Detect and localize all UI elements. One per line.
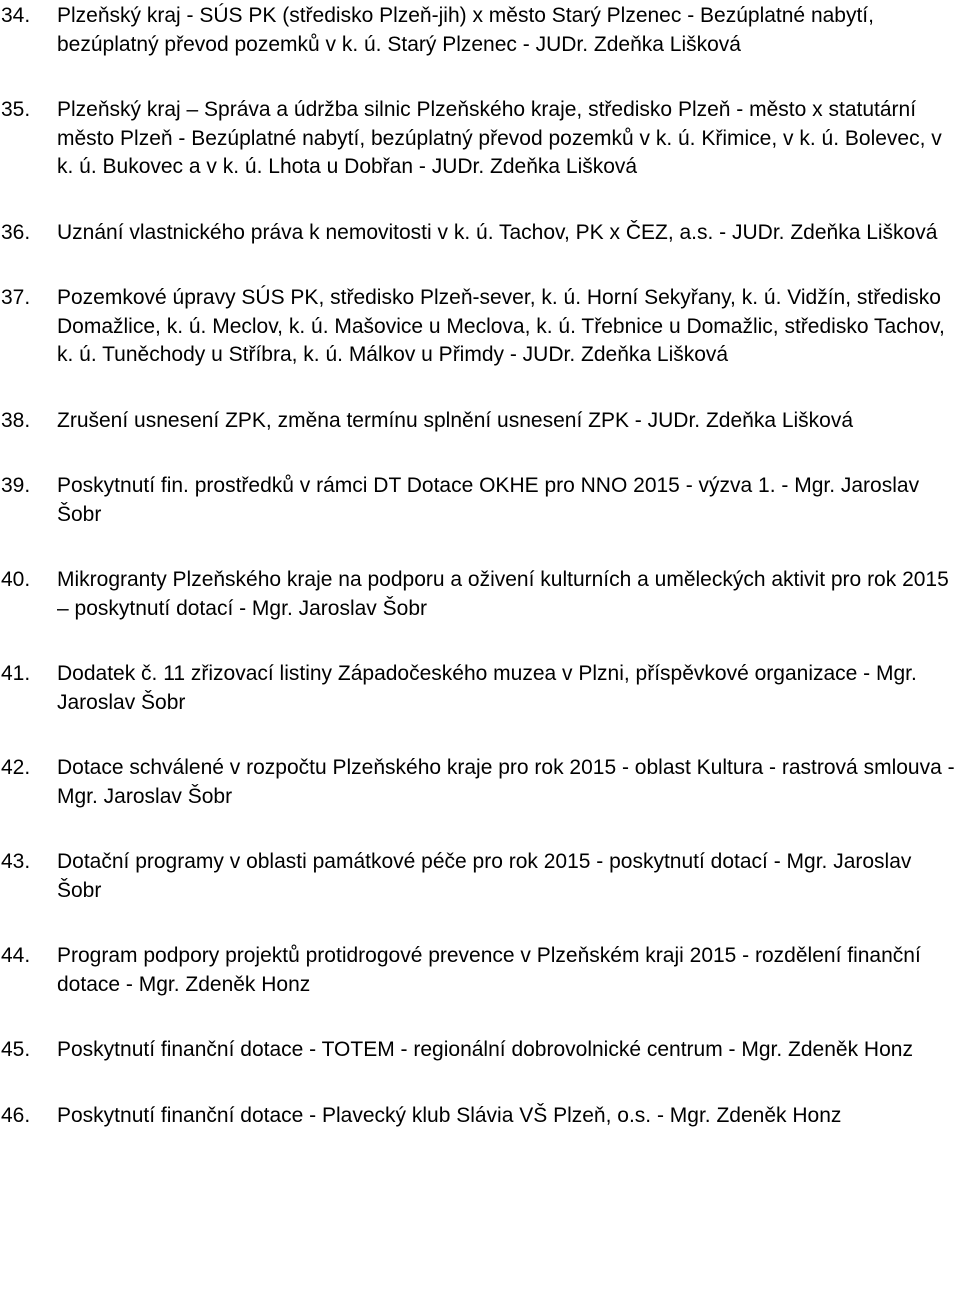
item-number: 39.: [1, 474, 31, 497]
agenda-list: [0, 2, 960, 1167]
item-number: 43.: [1, 850, 31, 873]
item-text: Mikrogranty Plzeňského kraje na podporu a oživení kulturních a uměleckých aktivit pro rok 2015 – poskytnutí dotací - Mgr. Jaroslav Šobr: [57, 568, 949, 620]
item-number: 40.: [1, 568, 31, 591]
agenda-item-37: [0, 284, 960, 370]
agenda-item-45: [0, 1036, 960, 1065]
item-number: 44.: [1, 944, 31, 967]
agenda-item-38: [0, 407, 960, 436]
agenda-item-44: [0, 942, 960, 999]
item-text: Poskytnutí finanční dotace - Plavecký klub Slávia VŠ Plzeň, o.s. - Mgr. Zdeněk Honz: [57, 1103, 842, 1127]
agenda-item-35: [0, 96, 960, 182]
item-text: Plzeňský kraj – Správa a údržba silnic Plzeňského kraje, středisko Plzeň - město x statutární město Plzeň - Bezúplatné nabytí, bezúplatný převod pozemků v k. ú. Křimice, v k. ú. Bolevec, v k. ú. Bukovec a v k. ú. Lhota u Dobřan - JUDr. Zdeňka Lišková: [57, 98, 942, 178]
item-number: 41.: [1, 662, 31, 685]
item-text: Poskytnutí finanční dotace - TOTEM - regionální dobrovolnické centrum - Mgr. Zdeněk Honz: [57, 1038, 913, 1061]
item-text: Dodatek č. 11 zřizovací listiny Západočeského muzea v Plzni, příspěvkové organizace - Mgr. Jaroslav Šobr: [57, 662, 917, 714]
item-text: Pozemkové úpravy SÚS PK, středisko Plzeň-sever, k. ú. Horní Sekyřany, k. ú. Vidžín, středisko Domažlice, k. ú. Meclov, k. ú. Mašovice u Meclova, k. ú. Třebnice u Domažlic, středisko Tachov, k. ú. Tuněchody u Stříbra, k. ú. Málkov u Přimdy - JUDr. Zdeňka Lišková: [57, 286, 945, 366]
agenda-item-43: [0, 848, 960, 905]
item-text: Zrušení usnesení ZPK, změna termínu splnění usnesení ZPK - JUDr. Zdeňka Lišková: [57, 408, 854, 432]
agenda-item-34: [0, 2, 960, 59]
agenda-item-46: [0, 1102, 960, 1131]
item-text: Dotace schválené v rozpočtu Plzeňského kraje pro rok 2015 - oblast Kultura - rastrová smlouva - Mgr. Jaroslav Šobr: [57, 756, 955, 808]
item-number: 36.: [1, 220, 31, 244]
item-text: Program podpory projektů protidrogové prevence v Plzeňském kraji 2015 - rozdělení finanční dotace - Mgr. Zdeněk Honz: [57, 944, 921, 996]
agenda-item-41: [0, 660, 960, 717]
item-number: 34.: [1, 4, 31, 27]
agenda-item-39: [0, 472, 960, 529]
item-number: 42.: [1, 756, 31, 779]
agenda-item-36: [0, 219, 960, 248]
item-number: 37.: [1, 286, 31, 309]
item-text: Plzeňský kraj - SÚS PK (středisko Plzeň-jih) x město Starý Plzenec - Bezúplatné nabytí, bezúplatný převod pozemků v k. ú. Starý Plzenec - JUDr. Zdeňka Lišková: [57, 4, 874, 56]
agenda-item-40: [0, 566, 960, 623]
item-text: Uznání vlastnického práva k nemovitosti v k. ú. Tachov, PK x ČEZ, a.s. - JUDr. Zdeňka Lišková: [57, 220, 938, 244]
item-text: Dotační programy v oblasti památkové péče pro rok 2015 - poskytnutí dotací - Mgr. Jaroslav Šobr: [57, 850, 912, 902]
item-number: 45.: [1, 1038, 31, 1061]
item-number: 35.: [1, 98, 31, 121]
item-number: 46.: [1, 1103, 31, 1127]
agenda-item-42: [0, 754, 960, 811]
item-number: 38.: [1, 408, 31, 432]
item-text: Poskytnutí fin. prostředků v rámci DT Dotace OKHE pro NNO 2015 - výzva 1. - Mgr. Jaroslav Šobr: [57, 474, 920, 526]
